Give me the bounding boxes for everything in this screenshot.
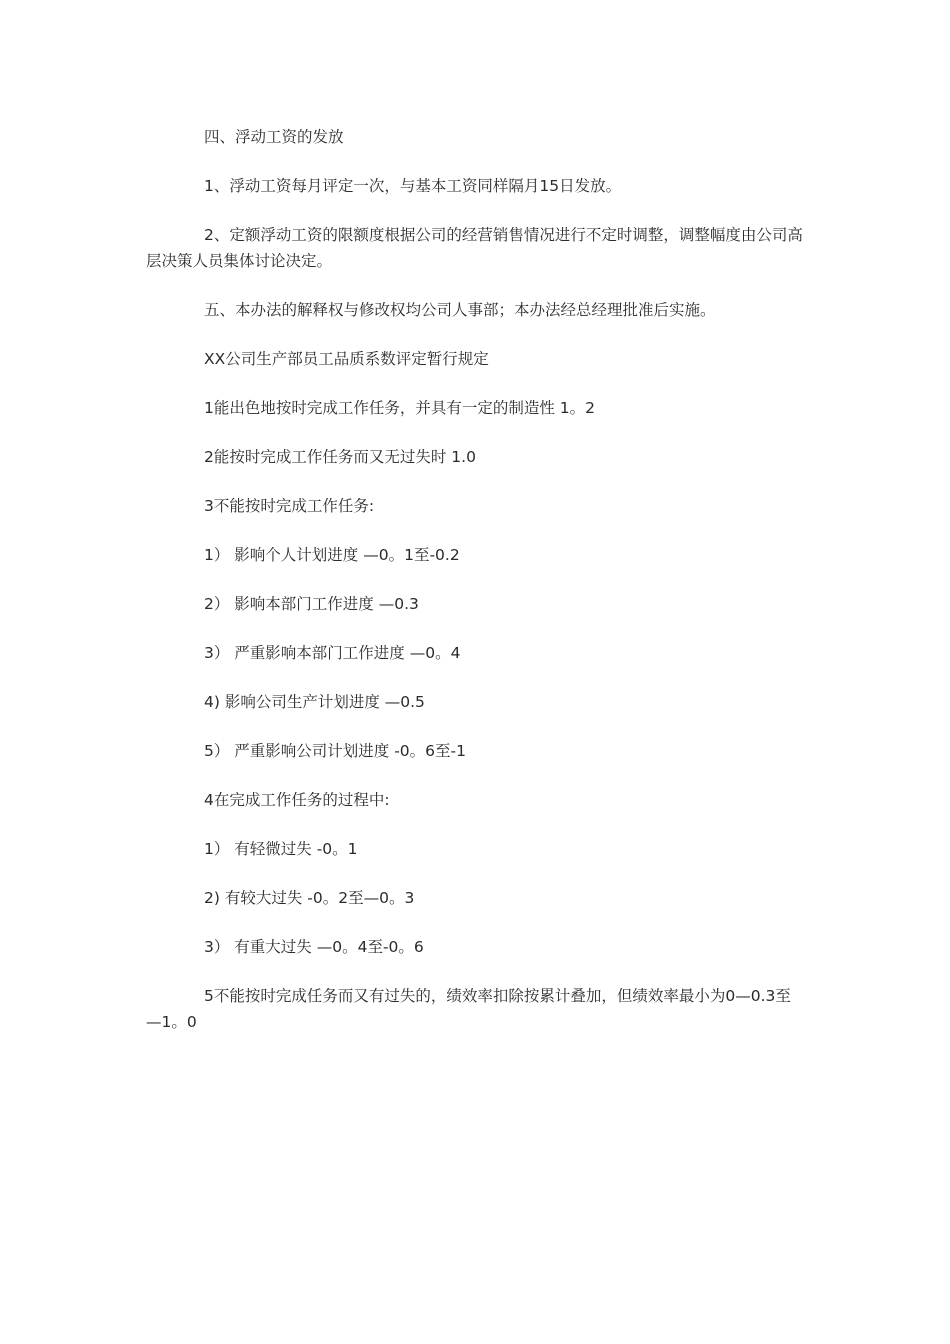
rule-item-5: 5不能按时完成任务而又有过失的，绩效率扣除按累计叠加，但绩效率最小为0—0.3至—1。0 xyxy=(146,987,791,1031)
rule-item-4: 4在完成工作任务的过程中: xyxy=(204,791,390,809)
section-heading-float-wage-payment: 四、浮动工资的发放 xyxy=(204,128,344,146)
document-body xyxy=(146,124,806,1058)
rule-item-1: 1能出色地按时完成工作任务，并具有一定的制造性 1。2 xyxy=(204,399,596,417)
rule-item-3-sub-4: 4) 影响公司生产计划进度 —0.5 xyxy=(204,693,425,711)
rule-item-4-sub-3: 3） 有重大过失 —0。4至-0。6 xyxy=(204,938,424,956)
rule-item-2: 2能按时完成工作任务而又无过失时 1.0 xyxy=(204,448,476,466)
rule-item-3-sub-5: 5） 严重影响公司计划进度 -0。6至-1 xyxy=(204,742,466,760)
rule-item-3: 3不能按时完成工作任务: xyxy=(204,497,375,515)
rule-item-4-sub-1: 1） 有轻微过失 -0。1 xyxy=(204,840,358,858)
paragraph-quota-adjustment: 2、定额浮动工资的限额度根据公司的经营销售情况进行不定时调整，调整幅度由公司高层决策人员集体讨论决定。 xyxy=(146,226,803,270)
paragraph-monthly-evaluation: 1、浮动工资每月评定一次，与基本工资同样隔月15日发放。 xyxy=(204,177,622,195)
rule-item-3-sub-1: 1） 影响个人计划进度 —0。1至-0.2 xyxy=(204,546,460,564)
section-heading-interpretation: 五、本办法的解释权与修改权均公司人事部；本办法经总经理批准后实施。 xyxy=(204,301,716,319)
document-title-quality-coefficient: XX公司生产部员工品质系数评定暂行规定 xyxy=(204,350,489,368)
rule-item-3-sub-3: 3） 严重影响本部门工作进度 —0。4 xyxy=(204,644,461,662)
rule-item-3-sub-2: 2） 影响本部门工作进度 —0.3 xyxy=(204,595,419,613)
rule-item-4-sub-2: 2) 有较大过失 -0。2至—0。3 xyxy=(204,889,415,907)
